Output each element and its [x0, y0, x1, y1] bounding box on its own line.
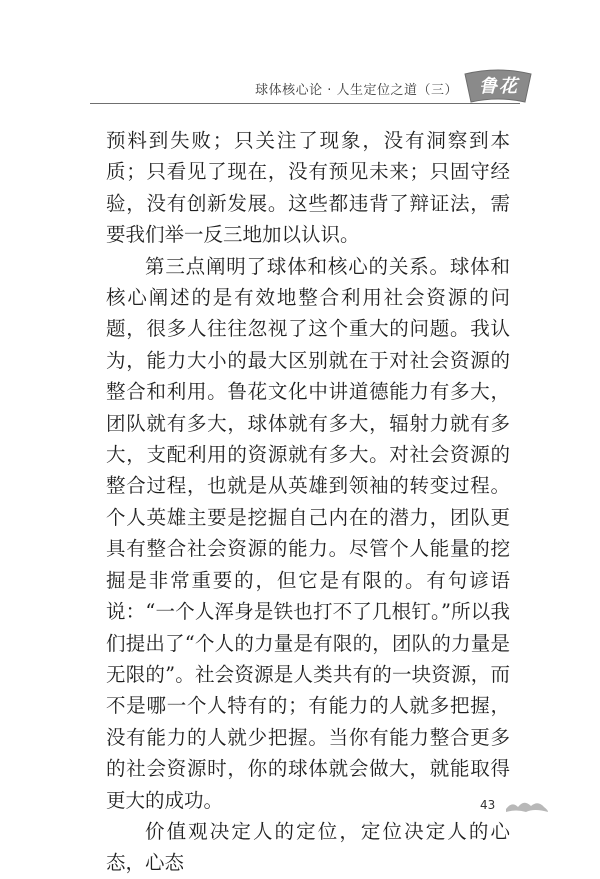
paragraph-ball-and-core: 第三点阐明了球体和核心的关系。球体和核心阐述的是有效地整合利用社会资源的问题，很多人往往忽视了这个重大的问题。我认为，能力大小的最大区别就在于对社会资源的整合和利用。鲁花文化中讲道德能力有多大，团队就有多大，球体就有多大，辐射力就有多大，支配利用的资源就有多大。对社会资源的整合过程，也就是从英雄到领袖的转变过程。个人英雄主要是挖掘自己内在的潜力，团队更具有整合社会资源的能力。尽管个人能量的挖掘是非常重要的，但它是有限的。有句谚语说：“一个人浑身是铁也打不了几根钉。”所以我们提出了“个人的力量是有限的，团队的力量是无限的”。社会资源是人类共有的一块资源，而不是哪一个人特有的；有能力的人就多把握，没有能力的人就少把握。当你有能力整合更多的社会资源时，你的球体就会做大，就能取得更大的成功。	[106, 254, 510, 812]
paragraph-values: 价值观决定人的定位，定位决定人的心态，心态	[106, 819, 510, 875]
cloud-ornament-icon	[504, 797, 550, 815]
paragraph-continued: 预料到失败；只关注了现象，没有洞察到本质；只看见了现在，没有预见未来；只固守经验，没有创新发展。这些都违背了辩证法，需要我们举一反三地加以认识。	[106, 129, 510, 247]
chapter-title: 球体核心论 · 人生定位之道（三）	[255, 83, 458, 98]
running-header	[0, 0, 600, 120]
logo-text: 鲁花	[479, 76, 519, 97]
page-body	[106, 125, 510, 879]
header-divider	[90, 103, 520, 104]
page-number: 43	[480, 798, 496, 812]
